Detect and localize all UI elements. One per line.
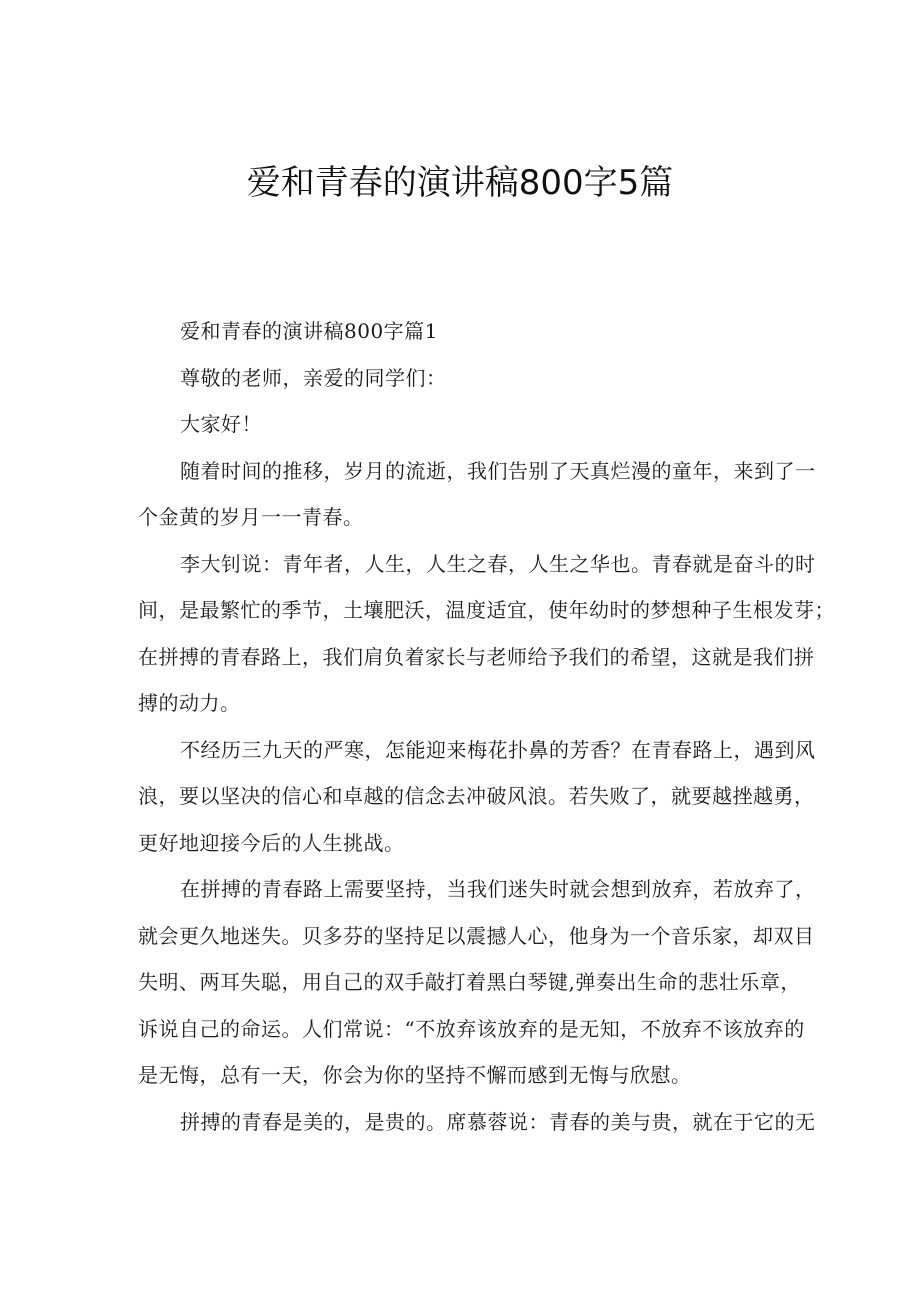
document-body [138, 308, 835, 1145]
paragraph-line: 更好地迎接今后的人生挑战。 [138, 830, 405, 855]
salutation: 尊敬的老师，亲爱的同学们： [180, 365, 447, 390]
paragraph-line: 诉说自己的命运。人们常说：“不放弃该放弃的是无知，不放弃不该放弃的 [138, 1016, 805, 1041]
greeting: 大家好！ [180, 412, 262, 436]
paragraph-line: 个金黄的岁月一一青春。 [138, 505, 364, 529]
paragraph-line: 李大钊说：青年者，人生，人生之春，人生之华也。青春就是奋斗的时 [180, 551, 816, 576]
paragraph-line: 间，是最繁忙的季节，土壤肥沃，温度适宜，使年幼时的梦想种子生根发芽； [138, 598, 835, 622]
paragraph-line: 随着时间的推移，岁月的流逝，我们告别了天真烂漫的童年，来到了一 [180, 458, 816, 483]
paragraph-line: 在拼搏的青春路上需要坚持，当我们迷失时就会想到放弃，若放弃了， [180, 877, 816, 901]
paragraph-line: 搏的动力。 [138, 691, 241, 715]
paragraph-line: 不经历三九天的严寒，怎能迎来梅花扑鼻的芳香？在青春路上，遇到风 [180, 737, 816, 762]
section-heading: 爱和青春的演讲稿800字篇1 [180, 319, 438, 343]
paragraph-line: 浪，要以坚决的信心和卓越的信念去冲破风浪。若失败了，就要越挫越勇， [138, 784, 815, 808]
document-title: 爱和青春的演讲稿800字5篇 [246, 163, 674, 203]
paragraph-line: 在拼搏的青春路上，我们肩负着家长与老师给予我们的希望，这就是我们拼 [138, 644, 815, 669]
paragraph-line: 失明、两耳失聪，用自己的双手敲打着黑白琴键,弹奏出生命的悲壮乐章， [138, 970, 801, 994]
paragraph-line: 是无悔，总有一天，你会为你的坚持不懈而感到无悔与欣慰。 [138, 1063, 692, 1087]
paragraph-line: 就会更久地迷失。贝多芬的坚持足以震撼人心，他身为一个音乐家，却双目 [138, 923, 815, 948]
paragraph-line: 拼搏的青春是美的，是贵的。席慕蓉说：青春的美与贵，就在于它的无 [180, 1109, 816, 1134]
